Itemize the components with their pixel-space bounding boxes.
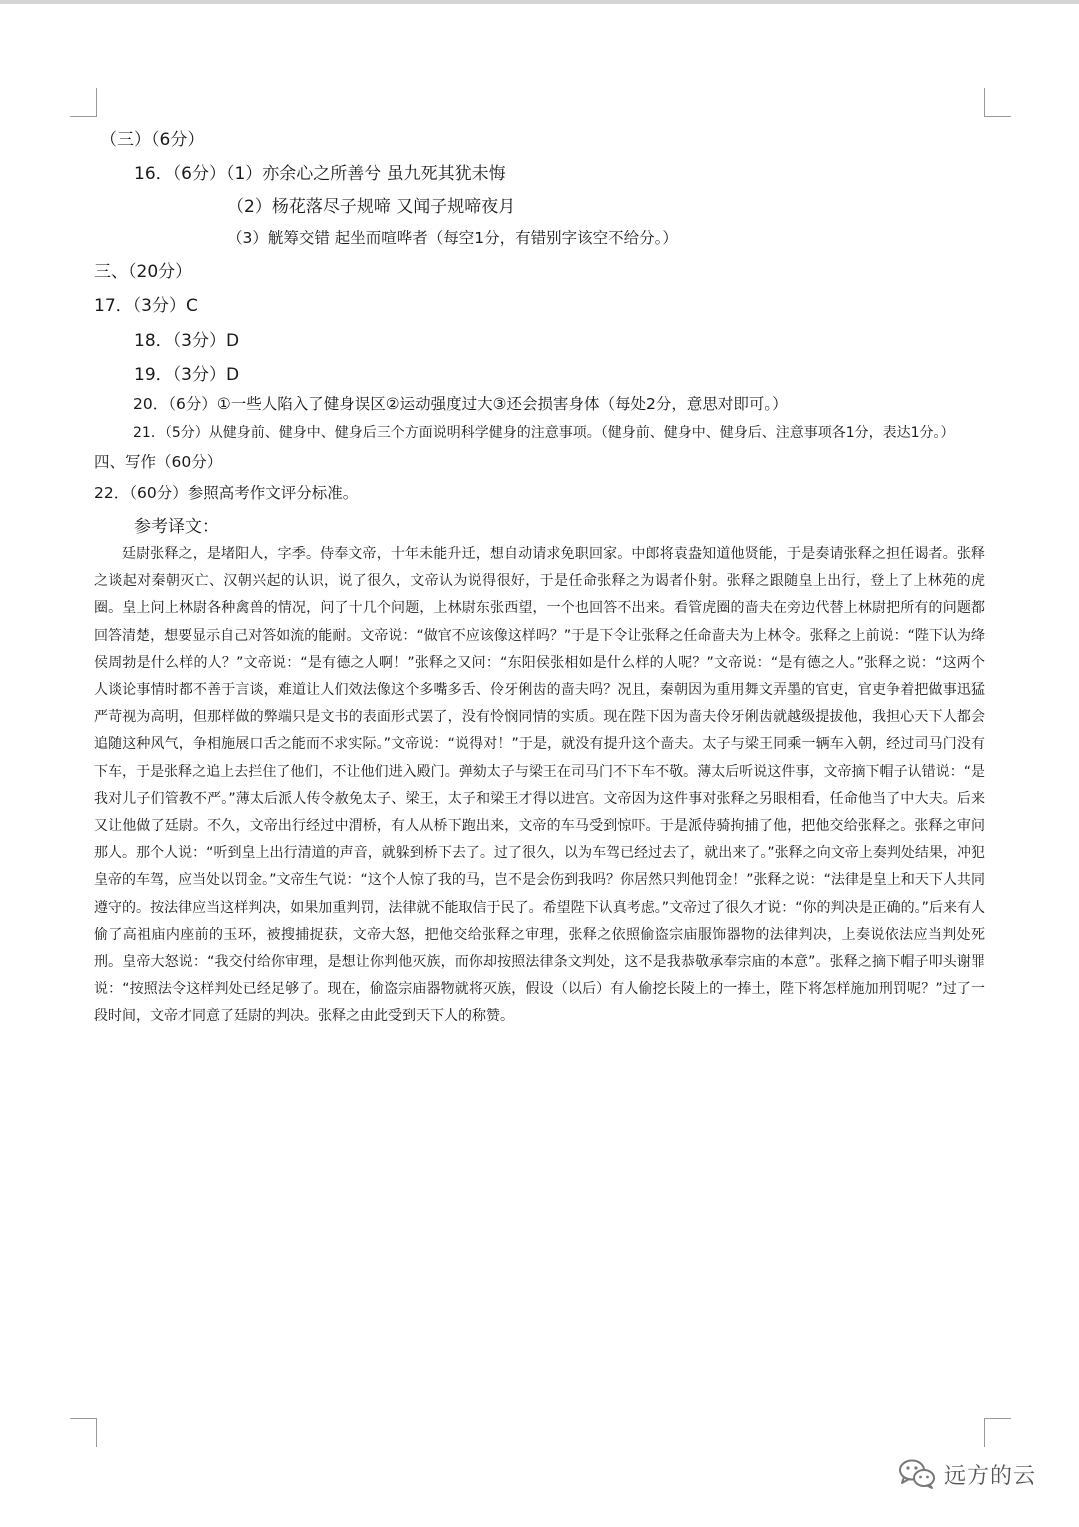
question-17: 17．（3分）C [94,296,198,316]
wechat-icon [898,1458,936,1490]
section-3-header: （三）（6分） [100,130,205,150]
crop-mark-top-left [70,88,97,117]
question-18: 18．（3分）D [134,331,240,351]
question-19: 19．（3分）D [134,365,240,385]
watermark [898,1458,1036,1490]
crop-mark-top-right [984,88,1011,117]
question-22: 22．（60分）参照高考作文评分标准。 [94,484,359,502]
question-16-item-3: （3）觥筹交错 起坐而喧哗者（每空1分，有错别字该空不给分。） [227,229,678,247]
watermark-text: 远方的云 [944,1463,1037,1489]
part-3-header: 三、（20分） [94,262,193,282]
translation-title: 参考译文： [134,517,219,537]
question-16-item-1: 16．（6分）（1）亦余心之所善兮 虽九死其犹未悔 [134,164,506,184]
question-20: 20．（6分）①一些人陷入了健身误区②运动强度过大③还会损害身体（每处2分，意思对即可。） [133,395,788,413]
translation-paragraph: 廷尉张释之，是堵阳人，字季。侍奉文帝，十年未能升迁，想自动请求免职回家。中郎将袁盎知道他贤能，于是奏请张释之担任谒者。张释之谈起对秦朝灭亡、汉朝兴起的认识，说了很久，文帝认为说得很好，于是任命张释之为谒者仆射。张释之跟随皇上出行，登上了上林苑的虎圈。皇上问上林尉各种禽兽的情况，问了十几个问题，上林尉东张西望，一个也回答不出来。看管虎圈的啬夫在旁边代替上林尉把所有的问题都回答清楚，想要显示自己对答如流的能耐。文帝说：“做官不应该像这样吗？”于是下令让张释之任命啬夫为上林令。张释之上前说：“陛下认为绛侯周勃是什么样的人？”文帝说：“是有德之人啊！”张释之又问：“东阳侯张相如是什么样的人呢？”文帝说：“是有德之人。”张释之说：“这两个人谈论事情时都不善于言谈，难道让人们效法像这个多嘴多舌、伶牙俐齿的啬夫吗？况且，秦朝因为重用舞文弄墨的官吏，官吏争着把做事迅猛严苛视为高明，但那样做的弊端只是文书的表面形式罢了，没有怜悯同情的实质。现在陛下因为啬夫伶牙俐齿就越级提拔他，我担心天下人都会追随这种风气，争相施展口舌之能而不求实际。”文帝说：“说得对！”于是，就没有提升这个啬夫。太子与梁王同乘一辆车入朝，经过司马门没有下车，于是张释之追上去拦住了他们，不让他们进入殿门。弹劾太子与梁王在司马门不下车不敬。薄太后听说这件事，文帝摘下帽子认错说：“是我对儿子们管教不严。”薄太后派人传令赦免太子、梁王，太子和梁王才得以进宫。文帝因为这件事对张释之另眼相看，任命他当了中大夫。后来又让他做了廷尉。不久，文帝出行经过中渭桥，有人从桥下跑出来，文帝的车马受到惊吓。于是派侍骑拘捕了他，把他交给张释之。张释之审问那人。那个人说：“听到皇上出行清道的声音，就躲到桥下去了。过了很久，以为车驾已经过去了，就出来了。”张释之向文帝上奏判处结果，冲犯皇帝的车驾，应当处以罚金。”文帝生气说：“这个人惊了我的马，岂不是会伤到我吗？你居然只判他罚金！”张释之说：“法律是皇上和天下人共同遵守的。按法律应当这样判决，如果加重判罚，法律就不能取信于民了。希望陛下认真考虑。”文帝过了很久才说：“你的判决是正确的。”后来有人偷了高祖庙内座前的玉环，被搜捕捉获，文帝大怒，把他交给张释之审理，张释之依照偷盗宗庙服饰器物的法律判决，上奏说依法应当判处死刑。皇帝大怒说：“我交付给你审理，是想让你判他灭族，而你却按照法律条文判处，这不是我恭敬承奉宗庙的本意”。张释之摘下帽子叩头谢罪说：“按照法令这样判处已经足够了。现在，偷盗宗庙器物就将灭族，假设（以后）有人偷挖长陵上的一捧土，陛下将怎样施加刑罚呢？”过了一段时间，文帝才同意了廷尉的判决。张释之由此受到天下人的称赞。 [94,546,985,1025]
part-4-header: 四、写作（60分） [94,453,223,471]
question-21: 21．（5分）从健身前、健身中、健身后三个方面说明科学健身的注意事项。（健身前、健身中、健身后、注意事项各1分，表达1分。） [133,425,955,441]
crop-mark-bottom-left [70,1418,97,1447]
crop-mark-bottom-right [984,1418,1011,1447]
question-16-item-2: （2）杨花落尽子规啼 又闻子规啼夜月 [227,197,516,217]
top-border [0,0,1079,4]
